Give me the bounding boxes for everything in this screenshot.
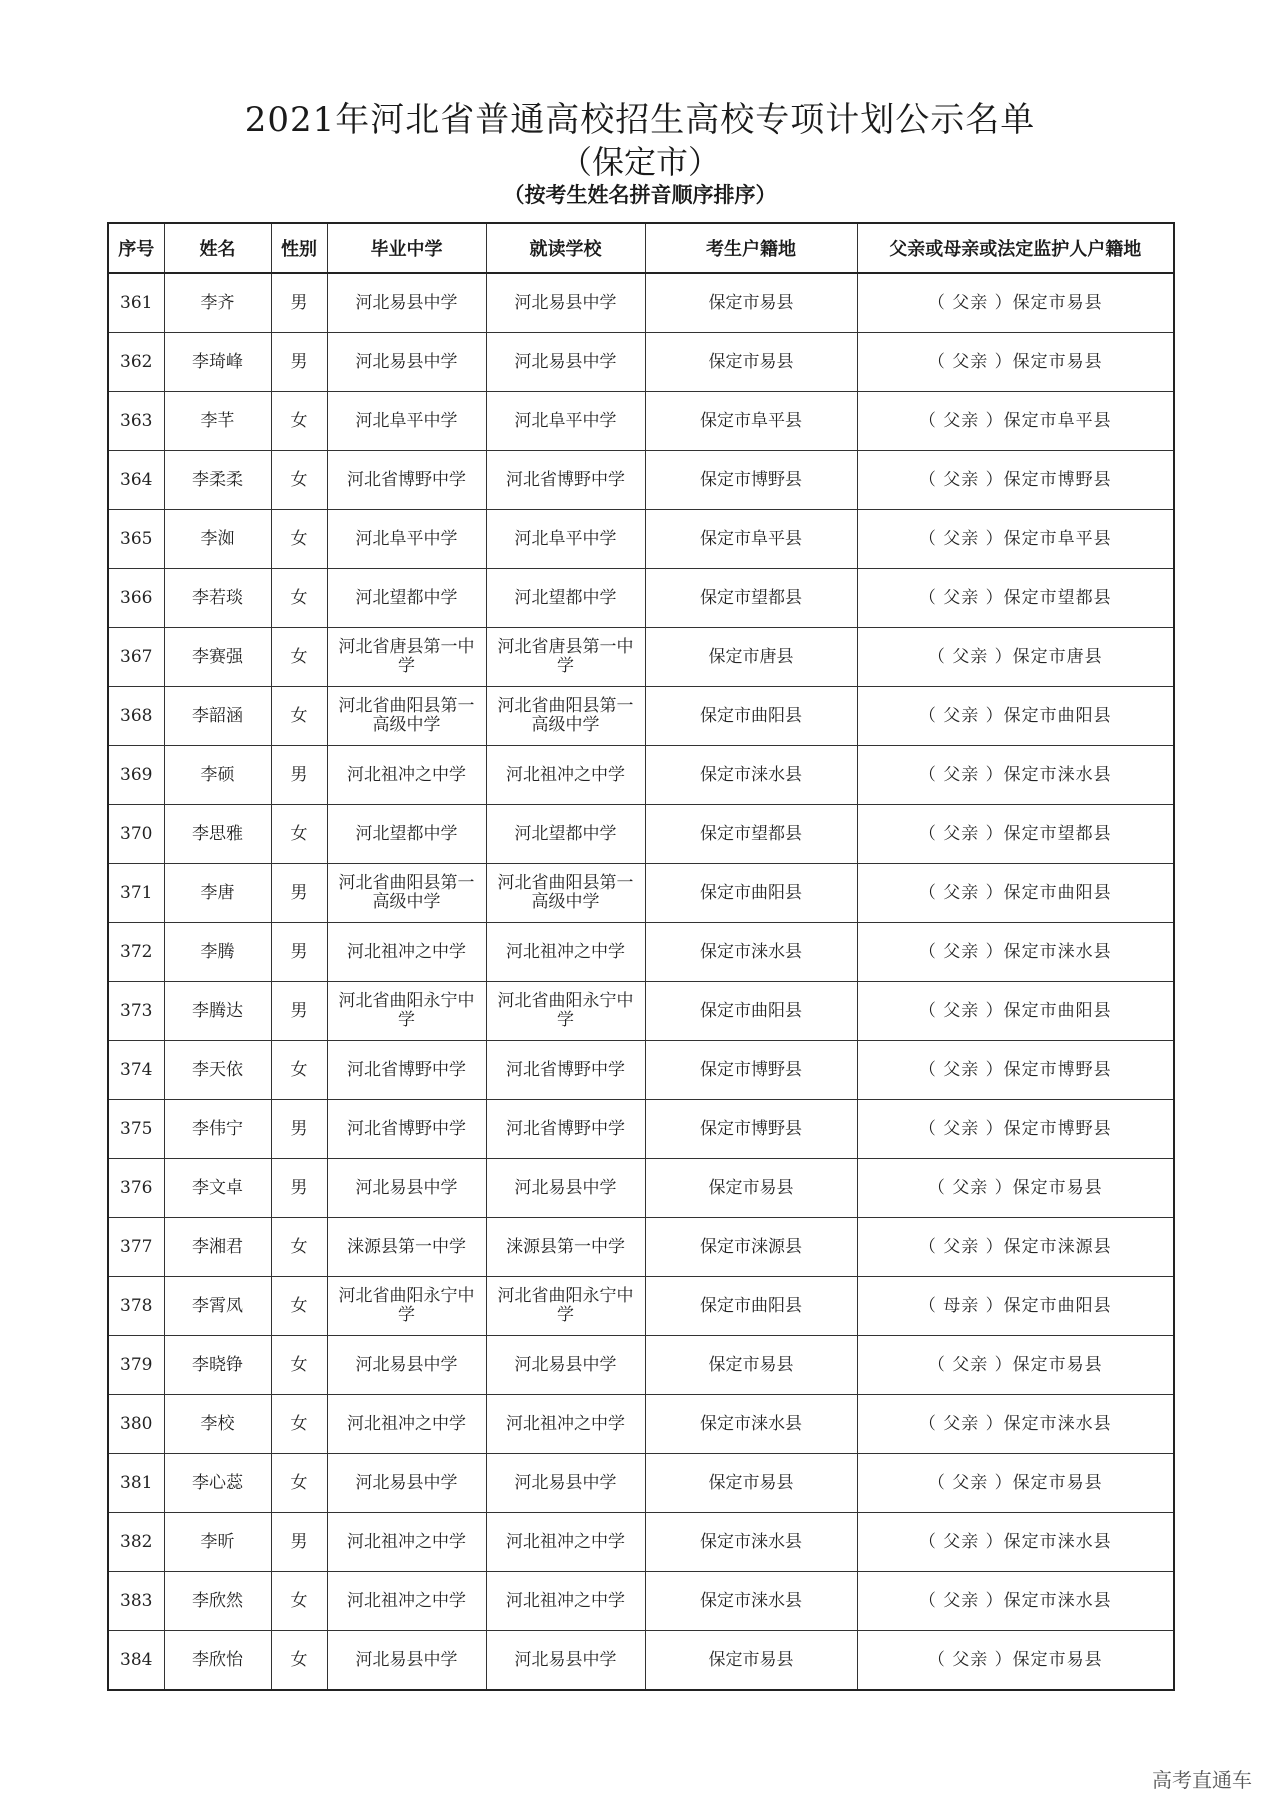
cell-name: 李芊 (164, 392, 271, 451)
cell-study-school: 河北祖冲之中学 (486, 1513, 645, 1572)
cell-residence: 保定市易县 (645, 1159, 857, 1218)
cell-study-school: 河北阜平中学 (486, 510, 645, 569)
cell-name: 李欣怡 (164, 1631, 271, 1691)
cell-study-school: 河北易县中学 (486, 1454, 645, 1513)
cell-grad-school: 河北祖冲之中学 (327, 1513, 486, 1572)
cell-guardian-residence: （ 父亲 ）保定市曲阳县 (857, 687, 1174, 746)
header-grad-school: 毕业中学 (327, 223, 486, 273)
cell-name: 李赛强 (164, 628, 271, 687)
cell-gender: 女 (271, 569, 327, 628)
table-row (108, 923, 1174, 982)
table-row (108, 1631, 1174, 1691)
cell-guardian-residence: （ 父亲 ）保定市涞水县 (857, 1395, 1174, 1454)
sort-note: （按考生姓名拼音顺序排序） (503, 183, 777, 207)
cell-residence: 保定市博野县 (645, 1041, 857, 1100)
cell-no: 365 (108, 510, 164, 569)
cell-no: 384 (108, 1631, 164, 1691)
cell-study-school: 河北省曲阳永宁中学 (486, 982, 645, 1041)
cell-residence: 保定市涞水县 (645, 1395, 857, 1454)
cell-gender: 男 (271, 273, 327, 333)
cell-study-school: 河北祖冲之中学 (486, 1395, 645, 1454)
cell-gender: 女 (271, 1218, 327, 1277)
cell-guardian-residence: （ 母亲 ）保定市曲阳县 (857, 1277, 1174, 1336)
cell-grad-school: 河北易县中学 (327, 1336, 486, 1395)
cell-name: 李韶涵 (164, 687, 271, 746)
cell-name: 李若琰 (164, 569, 271, 628)
cell-grad-school: 河北祖冲之中学 (327, 1395, 486, 1454)
cell-no: 375 (108, 1100, 164, 1159)
cell-guardian-residence: （ 父亲 ）保定市博野县 (857, 451, 1174, 510)
cell-residence: 保定市涞水县 (645, 746, 857, 805)
cell-guardian-residence: （ 父亲 ）保定市望都县 (857, 569, 1174, 628)
cell-no: 362 (108, 333, 164, 392)
roster-table (107, 222, 1175, 1691)
cell-name: 李洳 (164, 510, 271, 569)
cell-guardian-residence: （ 父亲 ）保定市涞水县 (857, 746, 1174, 805)
cell-gender: 女 (271, 1336, 327, 1395)
cell-grad-school: 河北祖冲之中学 (327, 923, 486, 982)
cell-study-school: 河北省博野中学 (486, 451, 645, 510)
cell-residence: 保定市易县 (645, 333, 857, 392)
cell-no: 381 (108, 1454, 164, 1513)
cell-no: 374 (108, 1041, 164, 1100)
cell-guardian-residence: （ 父亲 ）保定市易县 (857, 333, 1174, 392)
table-row (108, 864, 1174, 923)
cell-no: 380 (108, 1395, 164, 1454)
cell-gender: 男 (271, 333, 327, 392)
cell-name: 李欣然 (164, 1572, 271, 1631)
cell-guardian-residence: （ 父亲 ）保定市阜平县 (857, 392, 1174, 451)
table-row (108, 687, 1174, 746)
cell-guardian-residence: （ 父亲 ）保定市易县 (857, 1159, 1174, 1218)
cell-gender: 女 (271, 805, 327, 864)
cell-name: 李硕 (164, 746, 271, 805)
cell-residence: 保定市涞源县 (645, 1218, 857, 1277)
cell-name: 李腾达 (164, 982, 271, 1041)
cell-guardian-residence: （ 父亲 ）保定市博野县 (857, 1100, 1174, 1159)
cell-residence: 保定市易县 (645, 1631, 857, 1691)
cell-name: 李心蕊 (164, 1454, 271, 1513)
cell-no: 370 (108, 805, 164, 864)
cell-guardian-residence: （ 父亲 ）保定市易县 (857, 1454, 1174, 1513)
cell-grad-school: 河北省博野中学 (327, 451, 486, 510)
cell-study-school: 河北易县中学 (486, 1159, 645, 1218)
cell-residence: 保定市涞水县 (645, 1572, 857, 1631)
table-row (108, 1041, 1174, 1100)
cell-study-school: 河北望都中学 (486, 569, 645, 628)
cell-guardian-residence: （ 父亲 ）保定市涞水县 (857, 1513, 1174, 1572)
cell-gender: 女 (271, 628, 327, 687)
cell-gender: 女 (271, 510, 327, 569)
cell-residence: 保定市易县 (645, 273, 857, 333)
cell-study-school: 河北祖冲之中学 (486, 923, 645, 982)
cell-gender: 男 (271, 1513, 327, 1572)
cell-study-school: 河北祖冲之中学 (486, 1572, 645, 1631)
cell-gender: 女 (271, 1631, 327, 1691)
cell-residence: 保定市曲阳县 (645, 864, 857, 923)
table-row (108, 1513, 1174, 1572)
cell-grad-school: 河北易县中学 (327, 333, 486, 392)
cell-grad-school: 河北阜平中学 (327, 392, 486, 451)
cell-residence: 保定市阜平县 (645, 392, 857, 451)
cell-gender: 男 (271, 1159, 327, 1218)
cell-no: 366 (108, 569, 164, 628)
cell-residence: 保定市望都县 (645, 569, 857, 628)
cell-residence: 保定市易县 (645, 1336, 857, 1395)
cell-name: 李齐 (164, 273, 271, 333)
cell-guardian-residence: （ 父亲 ）保定市涞水县 (857, 1572, 1174, 1631)
table-row (108, 392, 1174, 451)
cell-no: 372 (108, 923, 164, 982)
cell-grad-school: 河北望都中学 (327, 805, 486, 864)
cell-grad-school: 河北省博野中学 (327, 1041, 486, 1100)
header-no: 序号 (108, 223, 164, 273)
cell-name: 李文卓 (164, 1159, 271, 1218)
table-row (108, 273, 1174, 333)
table-row (108, 628, 1174, 687)
cell-residence: 保定市唐县 (645, 628, 857, 687)
cell-study-school: 河北省唐县第一中学 (486, 628, 645, 687)
cell-name: 李昕 (164, 1513, 271, 1572)
table-row (108, 1336, 1174, 1395)
cell-grad-school: 河北省曲阳县第一高级中学 (327, 687, 486, 746)
cell-guardian-residence: （ 父亲 ）保定市唐县 (857, 628, 1174, 687)
cell-no: 379 (108, 1336, 164, 1395)
cell-residence: 保定市博野县 (645, 451, 857, 510)
watermark: 高考直通车 (1152, 1768, 1252, 1792)
cell-no: 376 (108, 1159, 164, 1218)
table-header (108, 223, 1174, 273)
cell-grad-school: 河北省曲阳永宁中学 (327, 1277, 486, 1336)
cell-no: 361 (108, 273, 164, 333)
cell-residence: 保定市涞水县 (645, 1513, 857, 1572)
cell-grad-school: 河北易县中学 (327, 1159, 486, 1218)
cell-gender: 男 (271, 864, 327, 923)
table-row (108, 805, 1174, 864)
cell-residence: 保定市曲阳县 (645, 687, 857, 746)
header-name: 姓名 (164, 223, 271, 273)
cell-grad-school: 河北省曲阳县第一高级中学 (327, 864, 486, 923)
cell-gender: 女 (271, 687, 327, 746)
table-row (108, 333, 1174, 392)
cell-guardian-residence: （ 父亲 ）保定市易县 (857, 273, 1174, 333)
cell-name: 李霄凤 (164, 1277, 271, 1336)
cell-no: 383 (108, 1572, 164, 1631)
cell-grad-school: 河北祖冲之中学 (327, 746, 486, 805)
table-row (108, 1277, 1174, 1336)
cell-guardian-residence: （ 父亲 ）保定市曲阳县 (857, 982, 1174, 1041)
cell-residence: 保定市博野县 (645, 1100, 857, 1159)
header-row (108, 223, 1174, 273)
cell-study-school: 河北易县中学 (486, 333, 645, 392)
cell-study-school: 河北阜平中学 (486, 392, 645, 451)
cell-no: 373 (108, 982, 164, 1041)
cell-residence: 保定市望都县 (645, 805, 857, 864)
cell-grad-school: 河北易县中学 (327, 1454, 486, 1513)
cell-grad-school: 河北祖冲之中学 (327, 1572, 486, 1631)
header-guardian-residence: 父亲或母亲或法定监护人户籍地 (857, 223, 1174, 273)
cell-study-school: 河北望都中学 (486, 805, 645, 864)
header-gender: 性别 (271, 223, 327, 273)
table-row (108, 1454, 1174, 1513)
cell-gender: 男 (271, 923, 327, 982)
cell-grad-school: 河北省博野中学 (327, 1100, 486, 1159)
header-study-school: 就读学校 (486, 223, 645, 273)
cell-study-school: 河北省博野中学 (486, 1100, 645, 1159)
cell-study-school: 河北易县中学 (486, 273, 645, 333)
cell-gender: 女 (271, 1277, 327, 1336)
cell-no: 367 (108, 628, 164, 687)
cell-gender: 男 (271, 1100, 327, 1159)
cell-guardian-residence: （ 父亲 ）保定市涞源县 (857, 1218, 1174, 1277)
cell-gender: 女 (271, 392, 327, 451)
cell-grad-school: 河北省曲阳永宁中学 (327, 982, 486, 1041)
cell-guardian-residence: （ 父亲 ）保定市博野县 (857, 1041, 1174, 1100)
document-city: （保定市） (559, 143, 720, 181)
cell-guardian-residence: （ 父亲 ）保定市曲阳县 (857, 864, 1174, 923)
table-row (108, 510, 1174, 569)
cell-study-school: 河北省曲阳永宁中学 (486, 1277, 645, 1336)
table-row (108, 982, 1174, 1041)
cell-study-school: 河北省曲阳县第一高级中学 (486, 687, 645, 746)
cell-study-school: 河北易县中学 (486, 1336, 645, 1395)
cell-residence: 保定市阜平县 (645, 510, 857, 569)
cell-no: 378 (108, 1277, 164, 1336)
cell-no: 371 (108, 864, 164, 923)
cell-grad-school: 涞源县第一中学 (327, 1218, 486, 1277)
cell-residence: 保定市曲阳县 (645, 1277, 857, 1336)
table-row (108, 1159, 1174, 1218)
cell-guardian-residence: （ 父亲 ）保定市易县 (857, 1336, 1174, 1395)
table-row (108, 451, 1174, 510)
cell-name: 李腾 (164, 923, 271, 982)
cell-gender: 女 (271, 1572, 327, 1631)
cell-grad-school: 河北望都中学 (327, 569, 486, 628)
cell-name: 李天依 (164, 1041, 271, 1100)
cell-name: 李伟宁 (164, 1100, 271, 1159)
cell-guardian-residence: （ 父亲 ）保定市易县 (857, 1631, 1174, 1691)
cell-name: 李湘君 (164, 1218, 271, 1277)
cell-grad-school: 河北易县中学 (327, 273, 486, 333)
cell-grad-school: 河北易县中学 (327, 1631, 486, 1691)
cell-study-school: 河北易县中学 (486, 1631, 645, 1691)
cell-study-school: 河北省博野中学 (486, 1041, 645, 1100)
cell-name: 李琦峰 (164, 333, 271, 392)
cell-study-school: 河北祖冲之中学 (486, 746, 645, 805)
cell-residence: 保定市涞水县 (645, 923, 857, 982)
cell-gender: 男 (271, 746, 327, 805)
table-row (108, 1395, 1174, 1454)
cell-name: 李校 (164, 1395, 271, 1454)
cell-gender: 女 (271, 1395, 327, 1454)
cell-name: 李唐 (164, 864, 271, 923)
cell-residence: 保定市易县 (645, 1454, 857, 1513)
cell-name: 李晓铮 (164, 1336, 271, 1395)
cell-gender: 女 (271, 1041, 327, 1100)
cell-guardian-residence: （ 父亲 ）保定市阜平县 (857, 510, 1174, 569)
table-row (108, 569, 1174, 628)
cell-no: 377 (108, 1218, 164, 1277)
table-row (108, 1100, 1174, 1159)
cell-grad-school: 河北省唐县第一中学 (327, 628, 486, 687)
header-residence: 考生户籍地 (645, 223, 857, 273)
cell-no: 368 (108, 687, 164, 746)
cell-no: 364 (108, 451, 164, 510)
table-row (108, 746, 1174, 805)
cell-gender: 女 (271, 1454, 327, 1513)
table-row (108, 1572, 1174, 1631)
cell-residence: 保定市曲阳县 (645, 982, 857, 1041)
cell-gender: 男 (271, 982, 327, 1041)
cell-no: 363 (108, 392, 164, 451)
cell-no: 369 (108, 746, 164, 805)
cell-name: 李思雅 (164, 805, 271, 864)
cell-guardian-residence: （ 父亲 ）保定市望都县 (857, 805, 1174, 864)
table-body (108, 273, 1174, 1690)
cell-study-school: 涞源县第一中学 (486, 1218, 645, 1277)
cell-gender: 女 (271, 451, 327, 510)
table-row (108, 1218, 1174, 1277)
cell-study-school: 河北省曲阳县第一高级中学 (486, 864, 645, 923)
cell-guardian-residence: （ 父亲 ）保定市涞水县 (857, 923, 1174, 982)
cell-grad-school: 河北阜平中学 (327, 510, 486, 569)
cell-name: 李柔柔 (164, 451, 271, 510)
cell-no: 382 (108, 1513, 164, 1572)
document-title: 2021年河北省普通高校招生高校专项计划公示名单 (244, 100, 1036, 140)
